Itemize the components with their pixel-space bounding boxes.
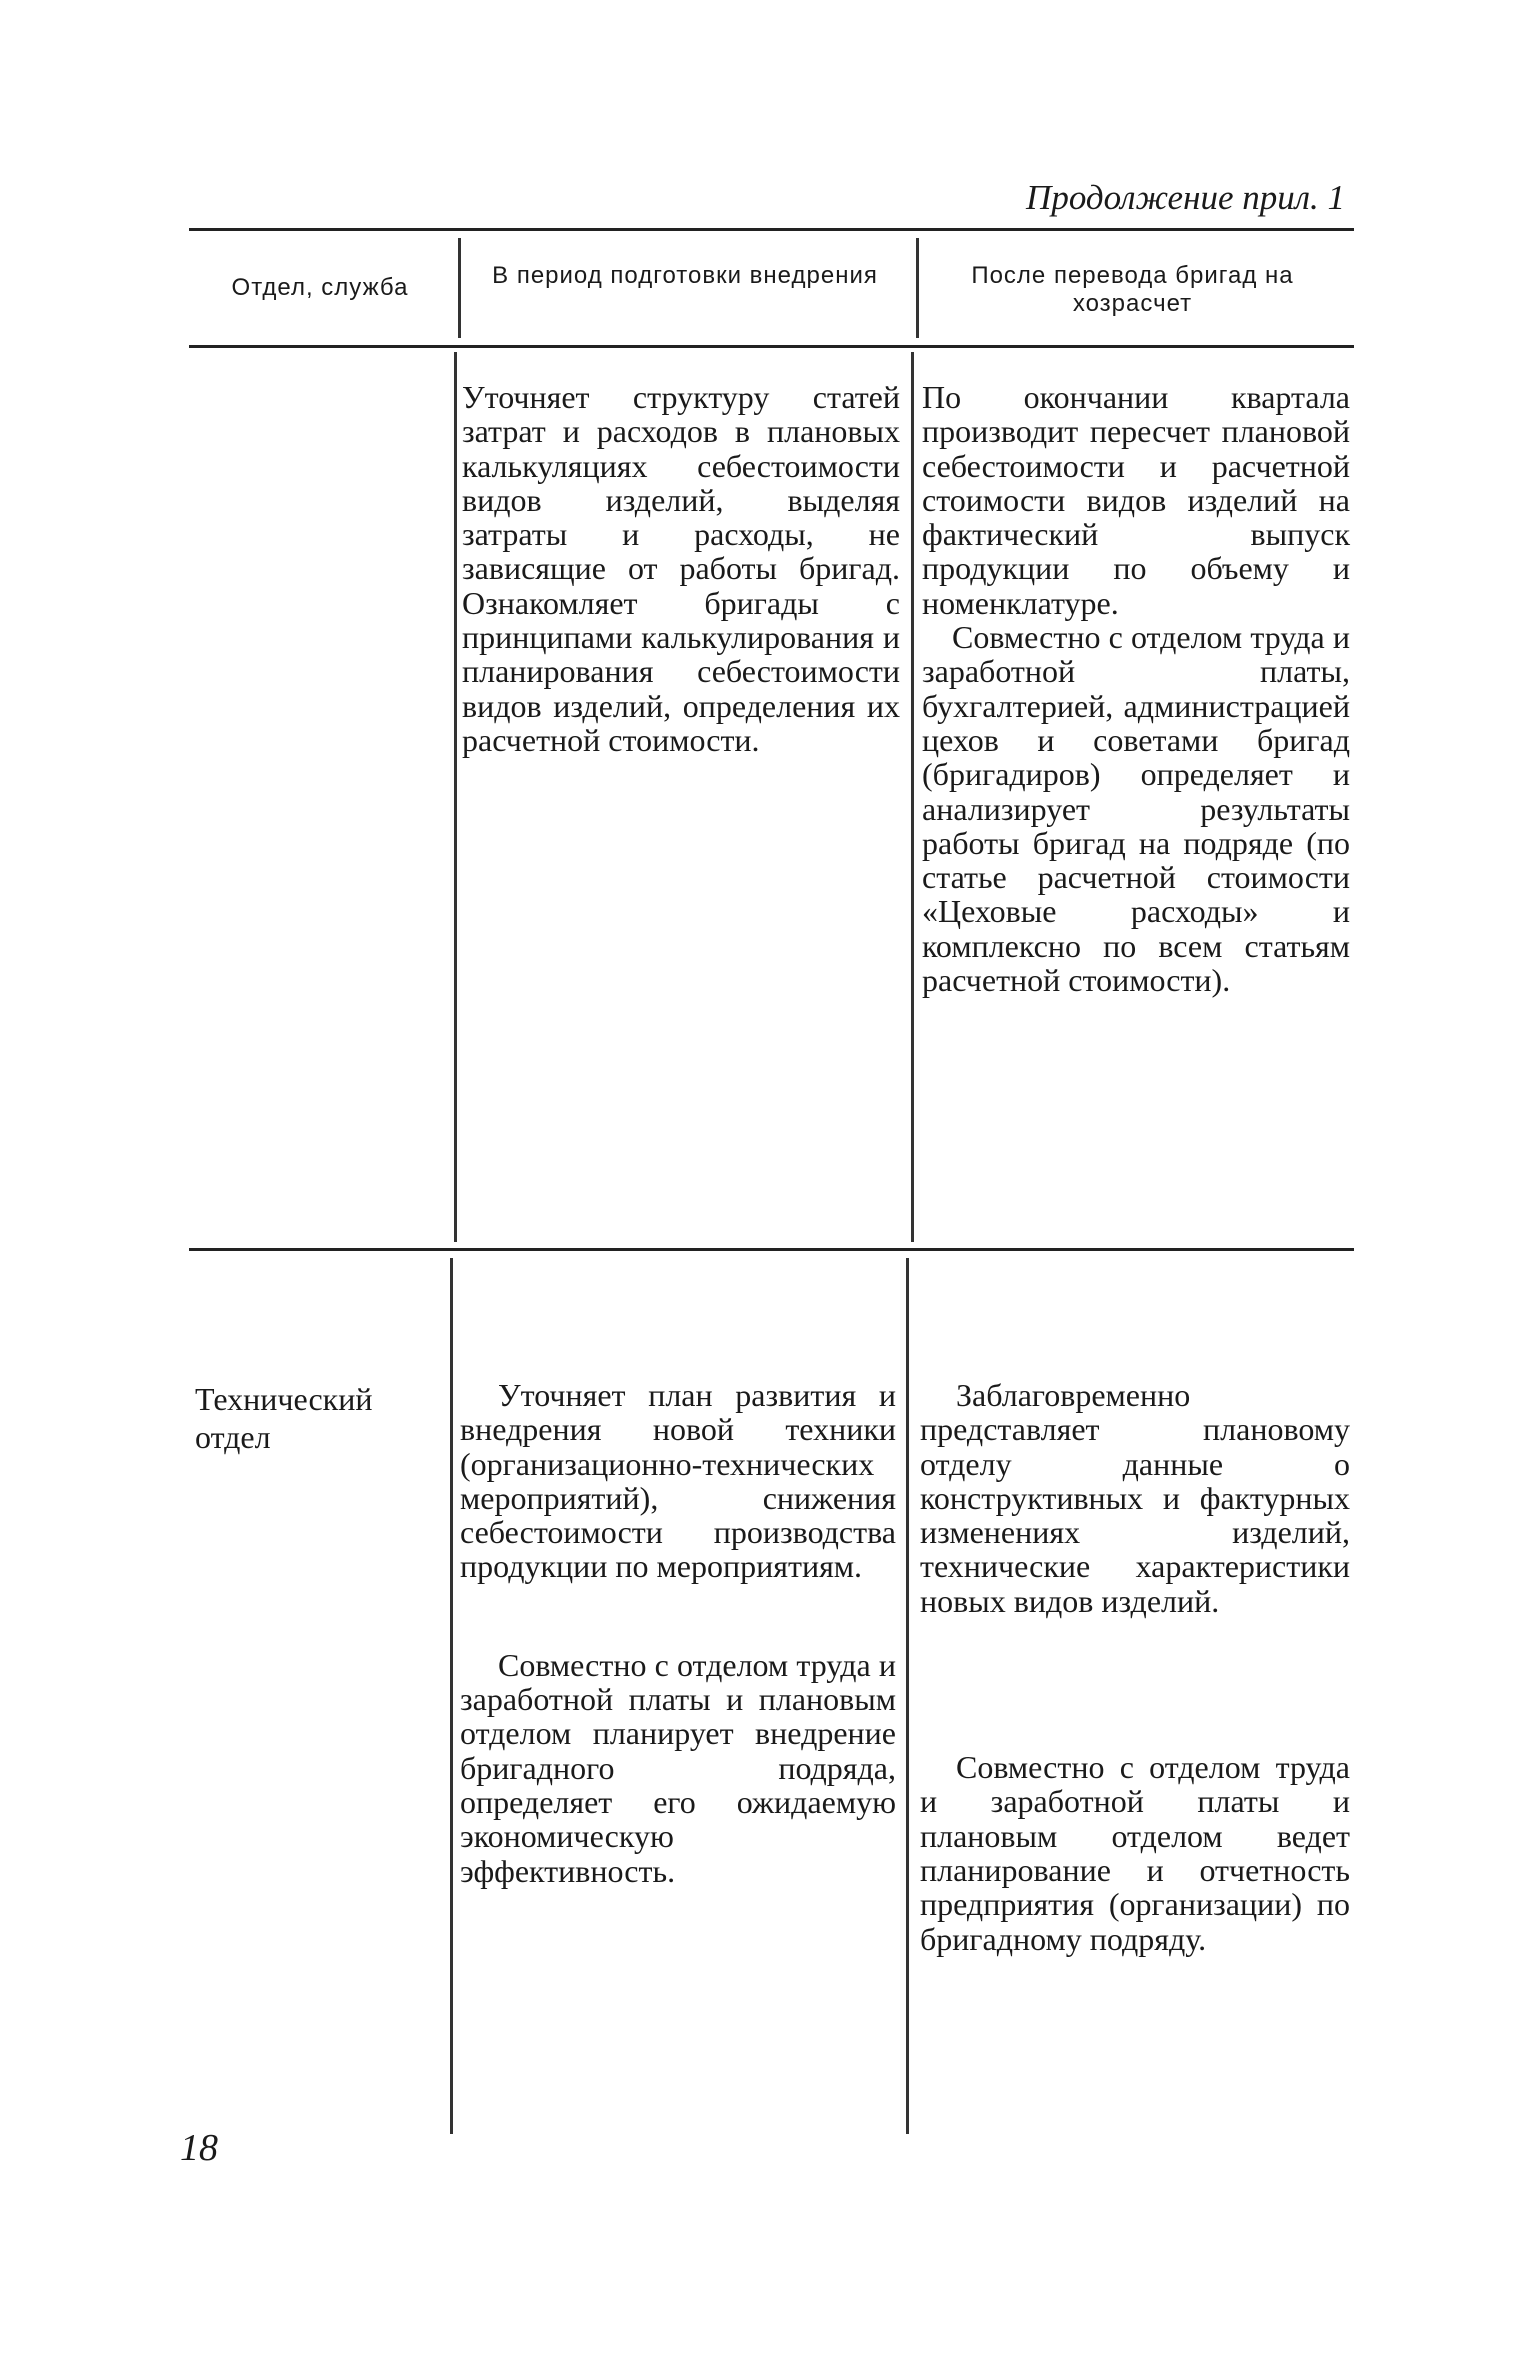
- row-2-prep-paragraph-2: Совместно с отделом труда и заработной платы и плановым отделом планирует внедрение бригадного подряда, определяет его ожидаемую экономическую эффективность.: [460, 1646, 896, 1889]
- row-1-after-paragraph-1: По окончании квартала производит пересчет плановой себестоимости и расчетной стоимости видов изделий на фактический выпуск продукции по объему и номенклатуре.: [922, 379, 1350, 621]
- row-1-after-cell: [922, 380, 1350, 997]
- row-2-after-paragraph-1: Заблаговременно представляет плановому отделу данные о конструктивных и фактурных изменениях изделий, технические характеристики новых видов изделий.: [920, 1377, 1350, 1619]
- column-divider-2-header: [916, 238, 919, 338]
- column-divider-2-row-2: [906, 1258, 909, 2134]
- column-divider-1-row-1: [454, 352, 457, 1242]
- row-2-dept-cell: Технический отдел: [195, 1381, 373, 1455]
- row-1-after-paragraph-2: Совместно с отделом труда и заработной платы, бухгалтерией, администрацией цехов и советами бригад (бригадиров) определяет и анализирует результаты работы бригад на подряде (по статье расчетной стоимости «Цеховые расходы» и комплексно по всем статьям расчетной стоимости).: [922, 619, 1350, 999]
- column-divider-1-row-2: [450, 1258, 453, 2134]
- page-number: 18: [180, 2127, 218, 2169]
- column-divider-2-row-1: [911, 352, 914, 1242]
- header-bottom-rule: [189, 345, 1354, 348]
- row-2-prep-paragraph-1: Уточняет план развития и внедрения новой техники (организационно-технических мероприятий), снижения себестоимости производства продукции по мероприятиям.: [460, 1377, 896, 1585]
- row-separator-rule: [189, 1248, 1354, 1251]
- row-2-after-paragraph-2: Совместно с отделом труда и заработной платы и плановым отделом ведет планирование и отчетность предприятия (организации) по бригадному подряду.: [920, 1749, 1350, 1957]
- header-prep-period: В период подготовки внедрения: [492, 262, 878, 289]
- header-after-transfer: После перевода бригад на хозрасчет: [971, 262, 1294, 317]
- row-2-after-cell: [920, 1378, 1350, 1956]
- table-top-rule: [189, 228, 1354, 231]
- row-1-prep-paragraph-1: Уточняет структуру статей затрат и расходов в плановых калькуляциях себестоимости видов изделий, выделяя затраты и расходы, не зависящие от работы бригад. Ознакомляет бригады с принципами калькулирования и планирования себестоимости видов изделий, определения их расчетной стоимости.: [462, 379, 900, 758]
- column-divider-1-header: [458, 238, 461, 338]
- header-dept: Отдел, служба: [231, 274, 409, 301]
- row-2-prep-cell: [460, 1378, 896, 1888]
- row-1-prep-cell: [462, 380, 900, 757]
- table-continuation-caption: Продолжение прил. 1: [1026, 178, 1345, 217]
